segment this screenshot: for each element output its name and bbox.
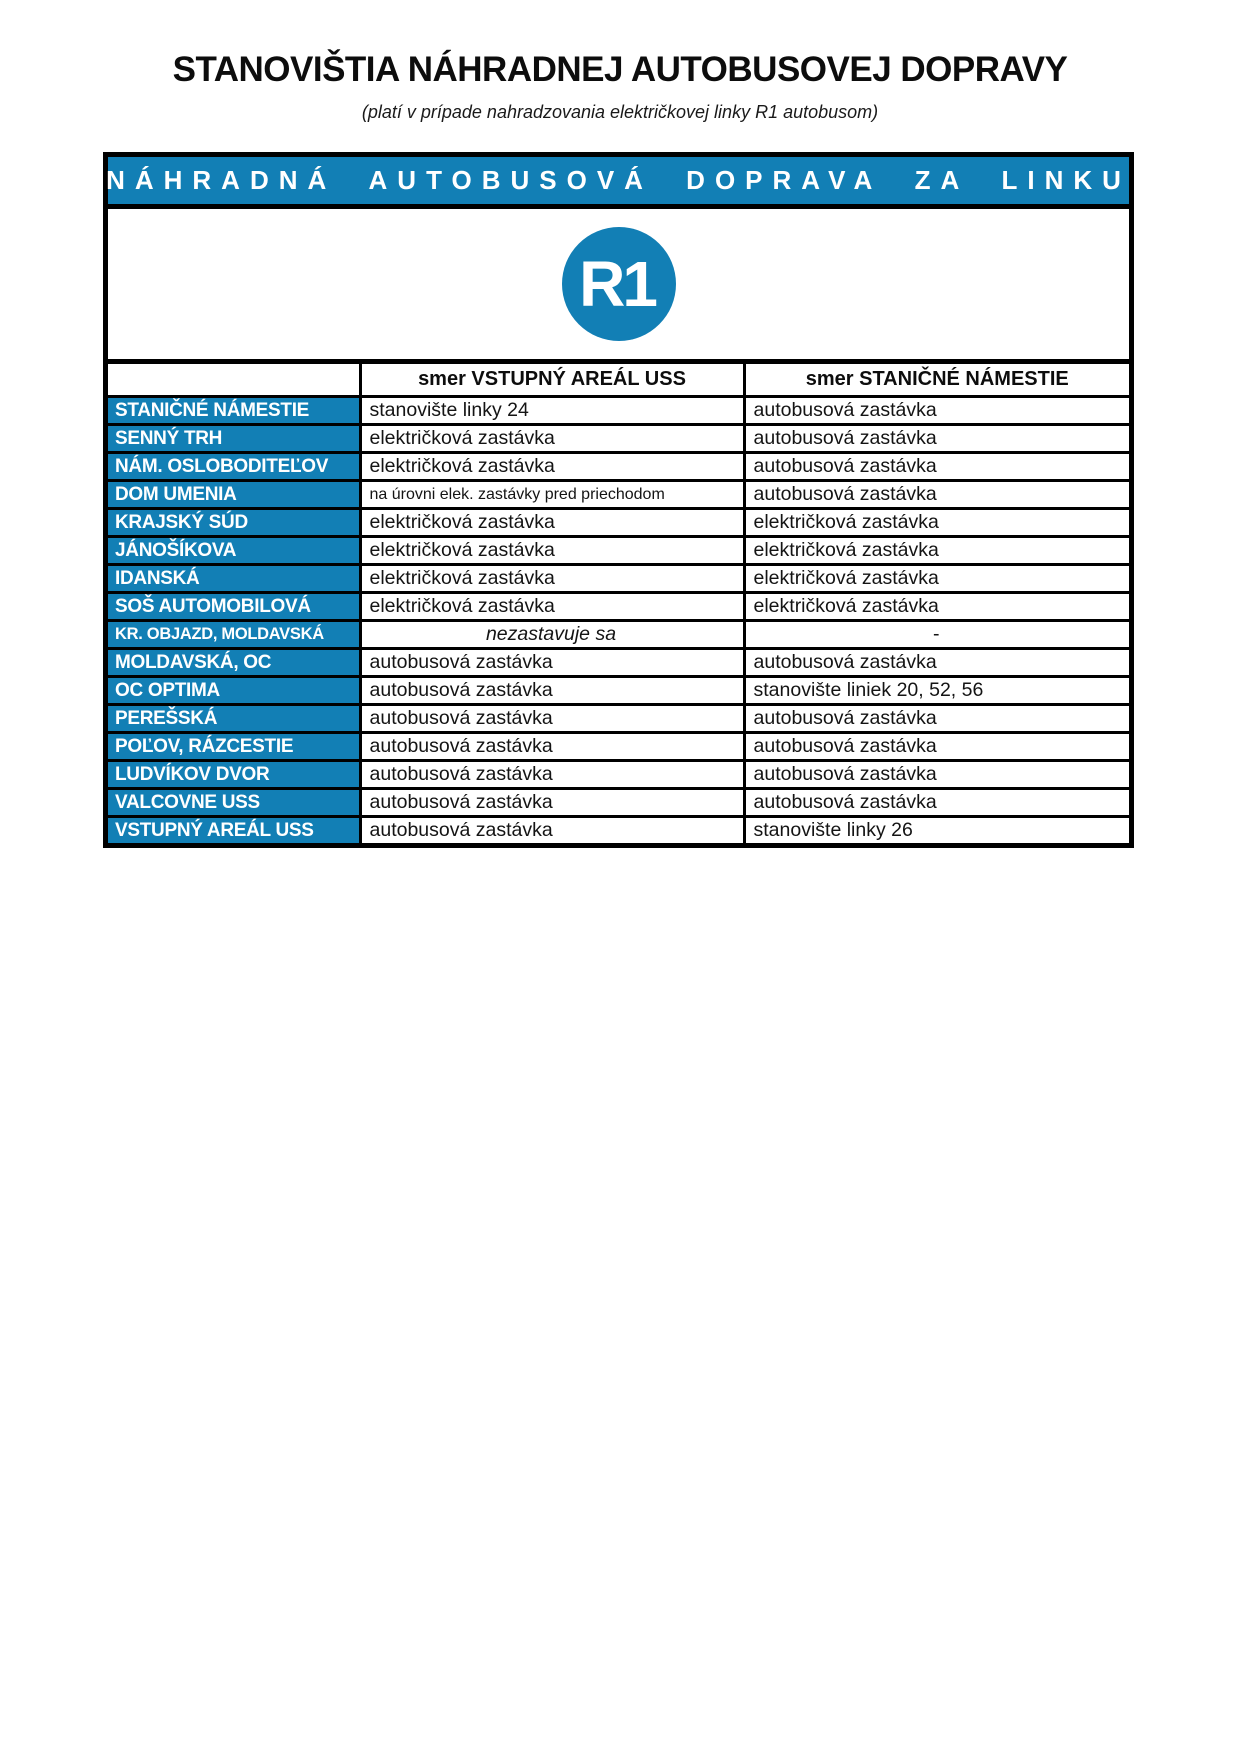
direction-uss-cell: električková zastávka	[360, 537, 744, 565]
table-row	[108, 565, 1129, 593]
direction-uss-cell: autobusová zastávka	[360, 705, 744, 733]
table-row	[108, 397, 1129, 425]
stop-name-cell: DOM UMENIA	[108, 481, 360, 509]
banner-heading: NÁHRADNÁ AUTOBUSOVÁ DOPRAVA ZA LINKU	[108, 157, 1129, 209]
direction-namestie-cell: električková zastávka	[744, 509, 1129, 537]
table-row	[108, 453, 1129, 481]
direction-namestie-cell: stanovište linky 26	[744, 817, 1129, 844]
direction-uss-cell: električková zastávka	[360, 425, 744, 453]
table-row	[108, 537, 1129, 565]
direction-namestie-cell: autobusová zastávka	[744, 733, 1129, 761]
table-row	[108, 761, 1129, 789]
table-row	[108, 481, 1129, 509]
table-row	[108, 817, 1129, 844]
page-subtitle: (platí v prípade nahradzovania električkovej linky R1 autobusom)	[361, 102, 879, 122]
direction-namestie-cell: autobusová zastávka	[744, 705, 1129, 733]
table-row	[108, 677, 1129, 705]
table-row	[108, 621, 1129, 649]
direction-namestie-cell: autobusová zastávka	[744, 649, 1129, 677]
stop-name-cell: JÁNOŠÍKOVA	[108, 537, 360, 565]
direction-namestie-cell: električková zastávka	[744, 565, 1129, 593]
direction-namestie-cell: električková zastávka	[744, 593, 1129, 621]
table-row	[108, 649, 1129, 677]
direction-uss-cell: autobusová zastávka	[360, 789, 744, 817]
stop-name-cell: POĽOV, RÁZCESTIE	[108, 733, 360, 761]
direction-uss-cell: autobusová zastávka	[360, 649, 744, 677]
line-logo-box	[108, 209, 1129, 364]
direction-uss-cell: električková zastávka	[360, 565, 744, 593]
stop-name-cell: NÁM. OSLOBODITEĽOV	[108, 453, 360, 481]
direction-uss-cell: nezastavuje sa	[360, 621, 744, 649]
corner-cell	[108, 364, 360, 397]
table-row	[108, 509, 1129, 537]
stop-name-cell: SENNÝ TRH	[108, 425, 360, 453]
table-row	[108, 705, 1129, 733]
table-row	[108, 425, 1129, 453]
direction-uss-cell: autobusová zastávka	[360, 761, 744, 789]
direction-uss-cell: električková zastávka	[360, 453, 744, 481]
table-row	[108, 593, 1129, 621]
direction-namestie-cell: autobusová zastávka	[744, 425, 1129, 453]
stop-name-cell: STANIČNÉ NÁMESTIE	[108, 397, 360, 425]
stop-name-cell: IDANSKÁ	[108, 565, 360, 593]
direction-uss-cell: autobusová zastávka	[360, 733, 744, 761]
column-header-namestie: smer STANIČNÉ NÁMESTIE	[744, 364, 1129, 397]
direction-namestie-cell: autobusová zastávka	[744, 397, 1129, 425]
column-header-uss: smer VSTUPNÝ AREÁL USS	[360, 364, 744, 397]
stop-name-cell: VSTUPNÝ AREÁL USS	[108, 817, 360, 844]
page-title: STANOVIŠTIA NÁHRADNEJ AUTOBUSOVEJ DOPRAVY	[172, 50, 1068, 89]
table-row	[108, 789, 1129, 817]
table-row	[108, 733, 1129, 761]
direction-uss-cell: električková zastávka	[360, 593, 744, 621]
table-header-row	[108, 364, 1129, 397]
line-r1-badge-icon: R1	[562, 227, 676, 341]
stop-name-cell: SOŠ AUTOMOBILOVÁ	[108, 593, 360, 621]
direction-namestie-cell: autobusová zastávka	[744, 481, 1129, 509]
stops-table	[108, 364, 1129, 843]
stop-name-cell: VALCOVNE USS	[108, 789, 360, 817]
direction-uss-cell: na úrovni elek. zastávky pred priechodom	[360, 481, 744, 509]
direction-namestie-cell: autobusová zastávka	[744, 453, 1129, 481]
stops-table-body	[108, 397, 1129, 844]
direction-namestie-cell: autobusová zastávka	[744, 789, 1129, 817]
replacement-transport-sheet	[103, 152, 1134, 848]
direction-uss-cell: autobusová zastávka	[360, 677, 744, 705]
direction-uss-cell: stanovište linky 24	[360, 397, 744, 425]
direction-namestie-cell: -	[744, 621, 1129, 649]
stop-name-cell: PEREŠSKÁ	[108, 705, 360, 733]
direction-namestie-cell: autobusová zastávka	[744, 761, 1129, 789]
stop-name-cell: KR. OBJAZD, MOLDAVSKÁ	[108, 621, 360, 649]
stop-name-cell: OC OPTIMA	[108, 677, 360, 705]
stop-name-cell: KRAJSKÝ SÚD	[108, 509, 360, 537]
direction-uss-cell: električková zastávka	[360, 509, 744, 537]
stop-name-cell: LUDVÍKOV DVOR	[108, 761, 360, 789]
stop-name-cell: MOLDAVSKÁ, OC	[108, 649, 360, 677]
direction-namestie-cell: električková zastávka	[744, 537, 1129, 565]
direction-namestie-cell: stanovište liniek 20, 52, 56	[744, 677, 1129, 705]
direction-uss-cell: autobusová zastávka	[360, 817, 744, 844]
